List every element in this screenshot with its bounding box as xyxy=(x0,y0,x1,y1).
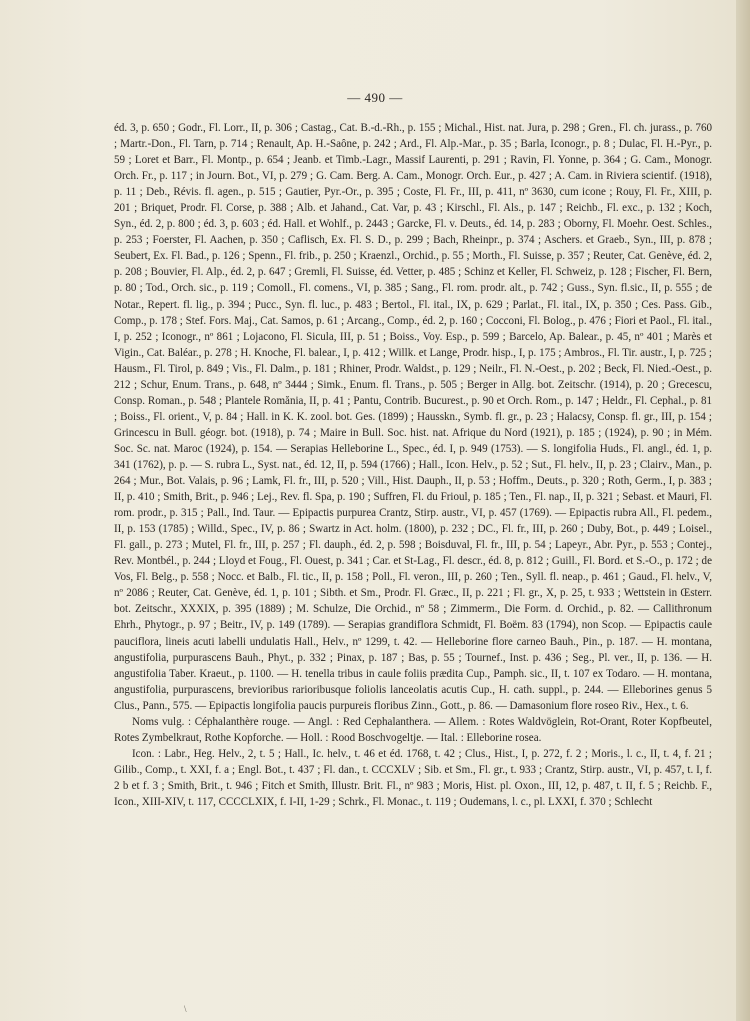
footer-mark: \ xyxy=(184,1004,187,1014)
vernacular-names-paragraph: Noms vulg. : Céphalanthère rouge. — Angl. : Red Cephalanthera. — Allem. : Rotes Waldvöglein, Rot-Orant, Roter Kopfbeutel, Rotes Zymbelkraut, Rothe Kopforche. — Holl. : Rood Boschvogeltje. — Ital. : Elleborine rosea. xyxy=(114,715,712,744)
iconography-paragraph: Icon. : Labr., Heg. Helv., 2, t. 5 ; Hall., Ic. helv., t. 46 et éd. 1768, t. 42 ; Clus., Hist., I, p. 272, f. 2 ; Moris., l. c., II, t. 4, f. 21 ; Gilib., Comp., t. XXI, f. a ; Engl. Bot., t. 437 ; Fl. dan., t. CCCXLV ; Sib. et Sm., Fl. gr., t. 933 ; Crantz, Stirp. austr., VI, p. 457, t. I, f. 2 b et f. 3 ; Smith, Brit., t. 946 ; Fitch et Smith, Illustr. Brit. Fl., nº 983 ; Moris, Hist. pl. Oxon., III, 12, p. 487, t. II, f. 5 ; Reichb. F., Icon., XIII-XIV, t. 117, CCCCLXIX, f. I-II, 1-29 ; Schrk., Fl. Monac., t. 119 ; Oudemans, l. c., pl. LXXI, f. 370 ; Schlecht xyxy=(114,747,712,808)
page-edge xyxy=(736,0,750,1021)
body-text xyxy=(114,120,712,810)
page-number: — 490 — xyxy=(347,90,403,105)
synonymy-paragraph: éd. 3, p. 650 ; Godr., Fl. Lorr., II, p. 306 ; Castag., Cat. B.-d.-Rh., p. 155 ; Michal., Hist. nat. Jura, p. 298 ; Gren., Fl. ch. jurass., p. 760 ; Martr.-Don., Fl. Tarn, p. 714 ; Renault, Ap. H.-Saône, p. 242 ; Ard., Fl. Alp.-Mar., p. 35 ; Barla, Iconogr., p. 8 ; Dulac, Fl. H.-Pyr., p. 59 ; Loret et Barr., Fl. Montp., p. 654 ; Jeanb. et Timb.-Lagr., Massif Laurenti, p. 291 ; Ravin, Fl. Yonne, p. 364 ; G. Cam., Monogr. Orch. Fr., p. 117 ; in Journ. Bot., VI, p. 279 ; G. Cam. Berg. A. Cam., Monogr. Orch. Eur., p. 427 ; A. Cam. in Riviera scientif. (1918), p. 11 ; Deb., Révis. fl. agen., p. 515 ; Gautier, Pyr.-Or., p. 395 ; Coste, Fl. Fr., III, p. 411, nº 3630, cum icone ; Rouy, Fl. Fr., XIII, p. 201 ; Briquet, Prodr. Fl. Corse, p. 388 ; Alb. et Jahand., Cat. Var, p. 43 ; Kirschl., Fl. Als., p. 147 ; Reichb., Fl. exc., p. 132 ; Koch, Syn., éd. 2, p. 800 ; éd. 3, p. 603 ; éd. Hall. et Wohlf., p. 2443 ; Garcke, Fl. v. Deuts., éd. 14, p. 283 ; Oborny, Fl. Moehr. Oest. Schles., p. 253 ; Foerster, Fl. Aachen, p. 350 ; Caflisch, Ex. Fl. S. D., p. 299 ; Bach, Rheinpr., p. 374 ; Aschers. et Graeb., Syn., III, p. 878 ; Seubert, Ex. Fl. Bad., p. 126 ; Spenn., Fl. frib., p. 250 ; Kraenzl., Orchid., p. 55 ; Morth., Fl. Suisse, p. 357 ; Reuter, Cat. Genève, éd. 2, p. 208 ; Bouvier, Fl. Alp., éd. 2, p. 647 ; Gremli, Fl. Suisse, éd. Vetter, p. 485 ; Schinz et Keller, Fl. Schweiz, p. 128 ; Fischer, Fl. Bern, p. 80 ; Tod., Orch. sic., p. 119 ; Comoll., Fl. comens., VI, p. 385 ; Sang., Fl. rom. prodr. alt., p. 742 ; Guss., Syn. fl.sic., II, p. 555 ; de Notar., Repert. fl. lig., p. 394 ; Pucc., Syn. fl. luc., p. 483 ; Bertol., Fl. ital., IX, p. 629 ; Parlat., Fl. ital., IX, p. 350 ; Ces. Pass. Gib., Comp., p. 178 ; Stef. Fors. Maj., Cat. Samos, p. 61 ; Arcang., Comp., éd. 2, p. 160 ; Cocconi, Fl. Bolog., p. 476 ; Fiori et Paol., Fl. ital., I, p. 252 ; Iconogr., nº 861 ; Lojacono, Fl. Sicula, III, p. 51 ; Boiss., Voy. Esp., p. 599 ; Barcelo, Ap. Balear., p. 45, nº 401 ; Marès et Vigin., Cat. Baléar., p. 278 ; H. Knoche, Fl. balear., I, p. 412 ; Willk. et Lange, Prodr. hisp., I, p. 175 ; Ambros., Fl. Tir. austr., I, p. 725 ; Hausm., Fl. Tirol, p. 849 ; Vis., Fl. Dalm., p. 181 ; Rhiner, Prodr. Waldst., p. 129 ; Neilr., Fl. N.-Oest., p. 202 ; Beck, Fl. Nied.-Oest., p. 212 ; Schur, Enum. Trans., p. 648, nº 3444 ; Simk., Enum. fl. Trans., p. 505 ; Berger in Allg. bot. Zeitschr. (1914), p. 20 ; Grecescu, Consp. Roman., p. 548 ; Plantele Romănia, II, p. 41 ; Pantu, Contrib. Bucurest., p. 90 et Orch. Rom., p. 147 ; Heldr., Fl. Cephal., p. 81 ; Boiss., Fl. orient., V, p. 84 ; Hall. in K. K. zool. bot. Ges. (1899) ; Hausskn., Symb. fl. gr., p. 23 ; Halacsy, Consp. fl. gr., III, p. 154 ; Grincescu in Bull. géogr. bot. (1918), p. 74 ; Maire in Bull. Soc. hist. nat. Afrique du Nord (1921), p. 185 ; (1924), p. 90 ; in Mém. Soc. Sc. nat. Maroc (1924), p. 154. — Serapias Helleborine L., Spec., éd. I, p. 949 (1753). — S. longifolia Huds., Fl. angl., éd. 1, p. 341 (1762), p. p. — S. rubra L., Syst. nat., éd. 12, II, p. 594 (1766) ; Hall., Icon. Helv., p. 52 ; Sut., Fl. helv., II, p. 23 ; Clairv., Man., p. 264 ; Mur., Bot. Valais, p. 96 ; Lamk, Fl. fr., III, p. 520 ; Vill., Hist. Dauph., II, p. 53 ; Hoffm., Deuts., p. 320 ; Roth, Germ., I, p. 383 ; II, p. 410 ; Smith, Brit., p. 946 ; Lej., Rev. fl. Spa, p. 190 ; Suffren, Fl. du Frioul, p. 185 ; Ten., Fl. nap., II, p. 321 ; Sebast. et Mauri, Fl. rom. prodr., p. 315 ; Pall., Ind. Taur. — Epipactis purpurea Crantz, Stirp. austr., VI, p. 457 (1769). — Epipactis rubra All., Fl. pedem., II, p. 153 (1785) ; Willd., Spec., IV, p. 86 ; Swartz in Act. holm. (1800), p. 232 ; DC., Fl. fr., III, p. 260 ; Duby, Bot., p. 449 ; Loisel., Fl. gall., p. 273 ; Mutel, Fl. fr., III, p. 257 ; Fl. dauph., éd. 2, p. 598 ; Boisduval, Fl. fr., III, p. 54 ; Lapeyr., Abr. Pyr., p. 553 ; Contej., Rev. Montbél., p. 244 ; Lloyd et Foug., Fl. Ouest, p. 341 ; Car. et St-Lag., Fl. descr., éd. 8, p. 812 ; Guill., Fl. Bord. et S.-O., p. 172 ; de Vos, Fl. Belg., p. 558 ; Nocc. et Balb., Fl. tic., II, p. 158 ; Poll., Fl. veron., III, p. 260 ; Ten., Syll. fl. neap., p. 461 ; Gaud., Fl. helv., V, nº 2086 ; Reuter, Cat. Genève, éd. 1, p. 101 ; Sibth. et Sm., Prodr. Fl. Græc., II, p. 221 ; Fl. gr., X, p. 25, t. 933 ; Wettstein in Œsterr. bot. Zeitschr., XXXIX, p. 395 (1889) ; M. Schulze, Die Orchid., nº 58 ; Zimmerm., Die Form. d. Orchid., p. 82. — Callithronum Ehrh., Phytogr., p. 97 ; Beitr., IV, p. 149 (1789). — Serapias grandiflora Schmidt, Fl. Boëm. 83 (1794), non Scop. — Epipactis caule pauciflora, lineis acuti labelli undulatis Hall., Helv., nº 1299, t. 42. — Helleborine flore carneo Bauh., Pin., p. 187. — H. montana, angustifolia, purpurascens Bauh., Phyt., p. 332 ; Pinax, p. 187 ; Bas, p. 55 ; Tournef., Inst. p. 436 ; Seg., Pl. ver., II, p. 136. — H. angustifolia Taber. Kraeut., p. 1100. — H. tenella tribus in caule foliis prædita Cup., Pamph. sic., II, t. 107 ex Todaro. — H. montana, angustifolia, purpurascens, brevioribus rarioribusque foliolis lanceolatis acutis Cup., H. cath. suppl., p. 244. — Elleborines genus 5 Clus., Pann., 575. — Epipactis longifolia paucis purpureis floribus Zinn., Gott., p. 86. — Damasonium flore roseo Riv., Hex., t. 6. xyxy=(114,122,712,712)
